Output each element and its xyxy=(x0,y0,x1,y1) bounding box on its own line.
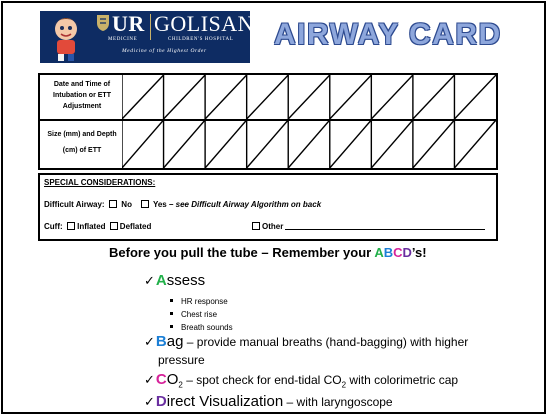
checklist-co2 xyxy=(144,371,458,389)
checkmark-icon: ✓ xyxy=(144,394,155,409)
yes-label: Yes xyxy=(152,200,167,209)
co2-subscript: 2 xyxy=(178,380,183,390)
yes-note: – see Difficult Airway Algorithm on back xyxy=(166,200,322,209)
difficult-airway-label: Difficult Airway: xyxy=(44,200,105,209)
remember-prefix: Before you pull the tube – Remember your xyxy=(109,245,375,260)
cuff-line xyxy=(44,222,151,231)
grid-cell-diagonal xyxy=(371,75,413,119)
logo-medicine-text: MEDICINE xyxy=(108,37,138,42)
yes-checkbox[interactable] xyxy=(141,200,149,208)
bullet-icon xyxy=(170,312,173,315)
grid-cell-diagonal xyxy=(413,75,455,119)
assess-letter: A xyxy=(155,272,167,289)
grid-cell-diagonal xyxy=(330,120,372,168)
logo-childrens-text: CHILDREN'S HOSPITAL xyxy=(168,37,234,42)
deflated-checkbox[interactable] xyxy=(110,222,118,230)
abcd-d-letter: D xyxy=(402,245,412,260)
checkmark-icon: ✓ xyxy=(144,334,155,349)
page-title: AIRWAY CARD xyxy=(274,18,502,51)
child-mascot-icon xyxy=(44,13,88,61)
grid-cell-diagonal xyxy=(454,120,496,168)
grid-cell-diagonal xyxy=(247,120,289,168)
checkmark-icon: ✓ xyxy=(144,273,155,288)
other-checkbox[interactable] xyxy=(252,222,260,230)
row-label-datetime: Date and Time of Intubation or ETT Adjustment xyxy=(53,81,111,110)
remember-suffix: ’s! xyxy=(411,245,427,260)
abcd-a-letter: A xyxy=(374,245,384,260)
bag-description-continued: pressure xyxy=(158,353,205,367)
row-label-size-depth: Size (mm) and Depth (cm) of ETT xyxy=(47,131,117,154)
other-write-in-line[interactable] xyxy=(285,229,485,230)
grid-cell-diagonal xyxy=(288,75,330,119)
grid-cell-diagonal xyxy=(330,75,372,119)
list-item xyxy=(170,308,233,321)
assess-bullet-list xyxy=(170,295,233,334)
difficult-airway-line xyxy=(44,200,321,209)
grid-cell-diagonal xyxy=(205,75,247,119)
special-considerations-box xyxy=(38,173,498,241)
logo-ur-text: UR xyxy=(112,11,145,36)
inflated-label: Inflated xyxy=(77,222,106,231)
grid-cell-diagonal xyxy=(205,120,247,168)
no-label: No xyxy=(121,200,132,209)
grid-cell-diagonal xyxy=(288,120,330,168)
abcd-c-letter: C xyxy=(393,245,403,260)
checkmark-icon: ✓ xyxy=(144,372,155,387)
no-checkbox[interactable] xyxy=(109,200,117,208)
grid-cell-diagonal xyxy=(247,75,289,119)
other-label: Other xyxy=(262,222,284,231)
logo-divider xyxy=(150,14,151,40)
bullet-text: Chest rise xyxy=(181,310,218,319)
remember-abcd-heading xyxy=(109,245,427,260)
grid-cell-diagonal xyxy=(454,75,496,119)
dv-word: irect Visualization xyxy=(166,393,284,410)
bag-letter: B xyxy=(155,333,167,350)
logo-golisano-text: GOLISANO xyxy=(154,11,271,36)
checklist-assess xyxy=(144,272,205,289)
grid-cell-diagonal xyxy=(164,75,206,119)
dv-description: – with laryngoscope xyxy=(283,395,393,409)
co2-description-subscript: 2 xyxy=(341,380,347,390)
other-line xyxy=(252,222,485,231)
entry-grid-cells xyxy=(122,75,496,168)
grid-cell-diagonal xyxy=(413,120,455,168)
grid-cell-diagonal xyxy=(122,75,164,119)
co2-o: O xyxy=(166,371,179,388)
bullet-text: Breath sounds xyxy=(181,323,233,332)
bag-description: – provide manual breaths (hand-bagging) with higher xyxy=(183,335,469,349)
co2-letter: C xyxy=(155,371,167,388)
dv-letter: D xyxy=(155,393,167,410)
entry-grid-table xyxy=(38,73,498,170)
co2-description-end: with colorimetric cap xyxy=(346,373,459,387)
grid-cell-diagonal xyxy=(371,120,413,168)
checklist-direct-visualization xyxy=(144,393,393,410)
list-item xyxy=(170,295,233,308)
bullet-icon xyxy=(170,299,173,302)
deflated-label: Deflated xyxy=(119,222,152,231)
university-shield-icon xyxy=(96,14,110,32)
grid-cell-diagonal xyxy=(122,120,164,168)
special-considerations-title: SPECIAL CONSIDERATIONS: xyxy=(44,178,156,187)
logo-motto-text: Medicine of the Highest Order xyxy=(122,48,207,54)
cuff-label: Cuff: xyxy=(44,222,63,231)
bag-word: ag xyxy=(166,333,184,350)
inflated-checkbox[interactable] xyxy=(67,222,75,230)
bullet-text: HR response xyxy=(181,297,228,306)
bullet-icon xyxy=(170,325,173,328)
checklist-bag xyxy=(144,333,468,350)
grid-cell-diagonal xyxy=(164,120,206,168)
abcd-b-letter: B xyxy=(383,245,394,260)
co2-description: – spot check for end-tidal CO xyxy=(182,373,342,387)
assess-word: ssess xyxy=(166,272,206,289)
